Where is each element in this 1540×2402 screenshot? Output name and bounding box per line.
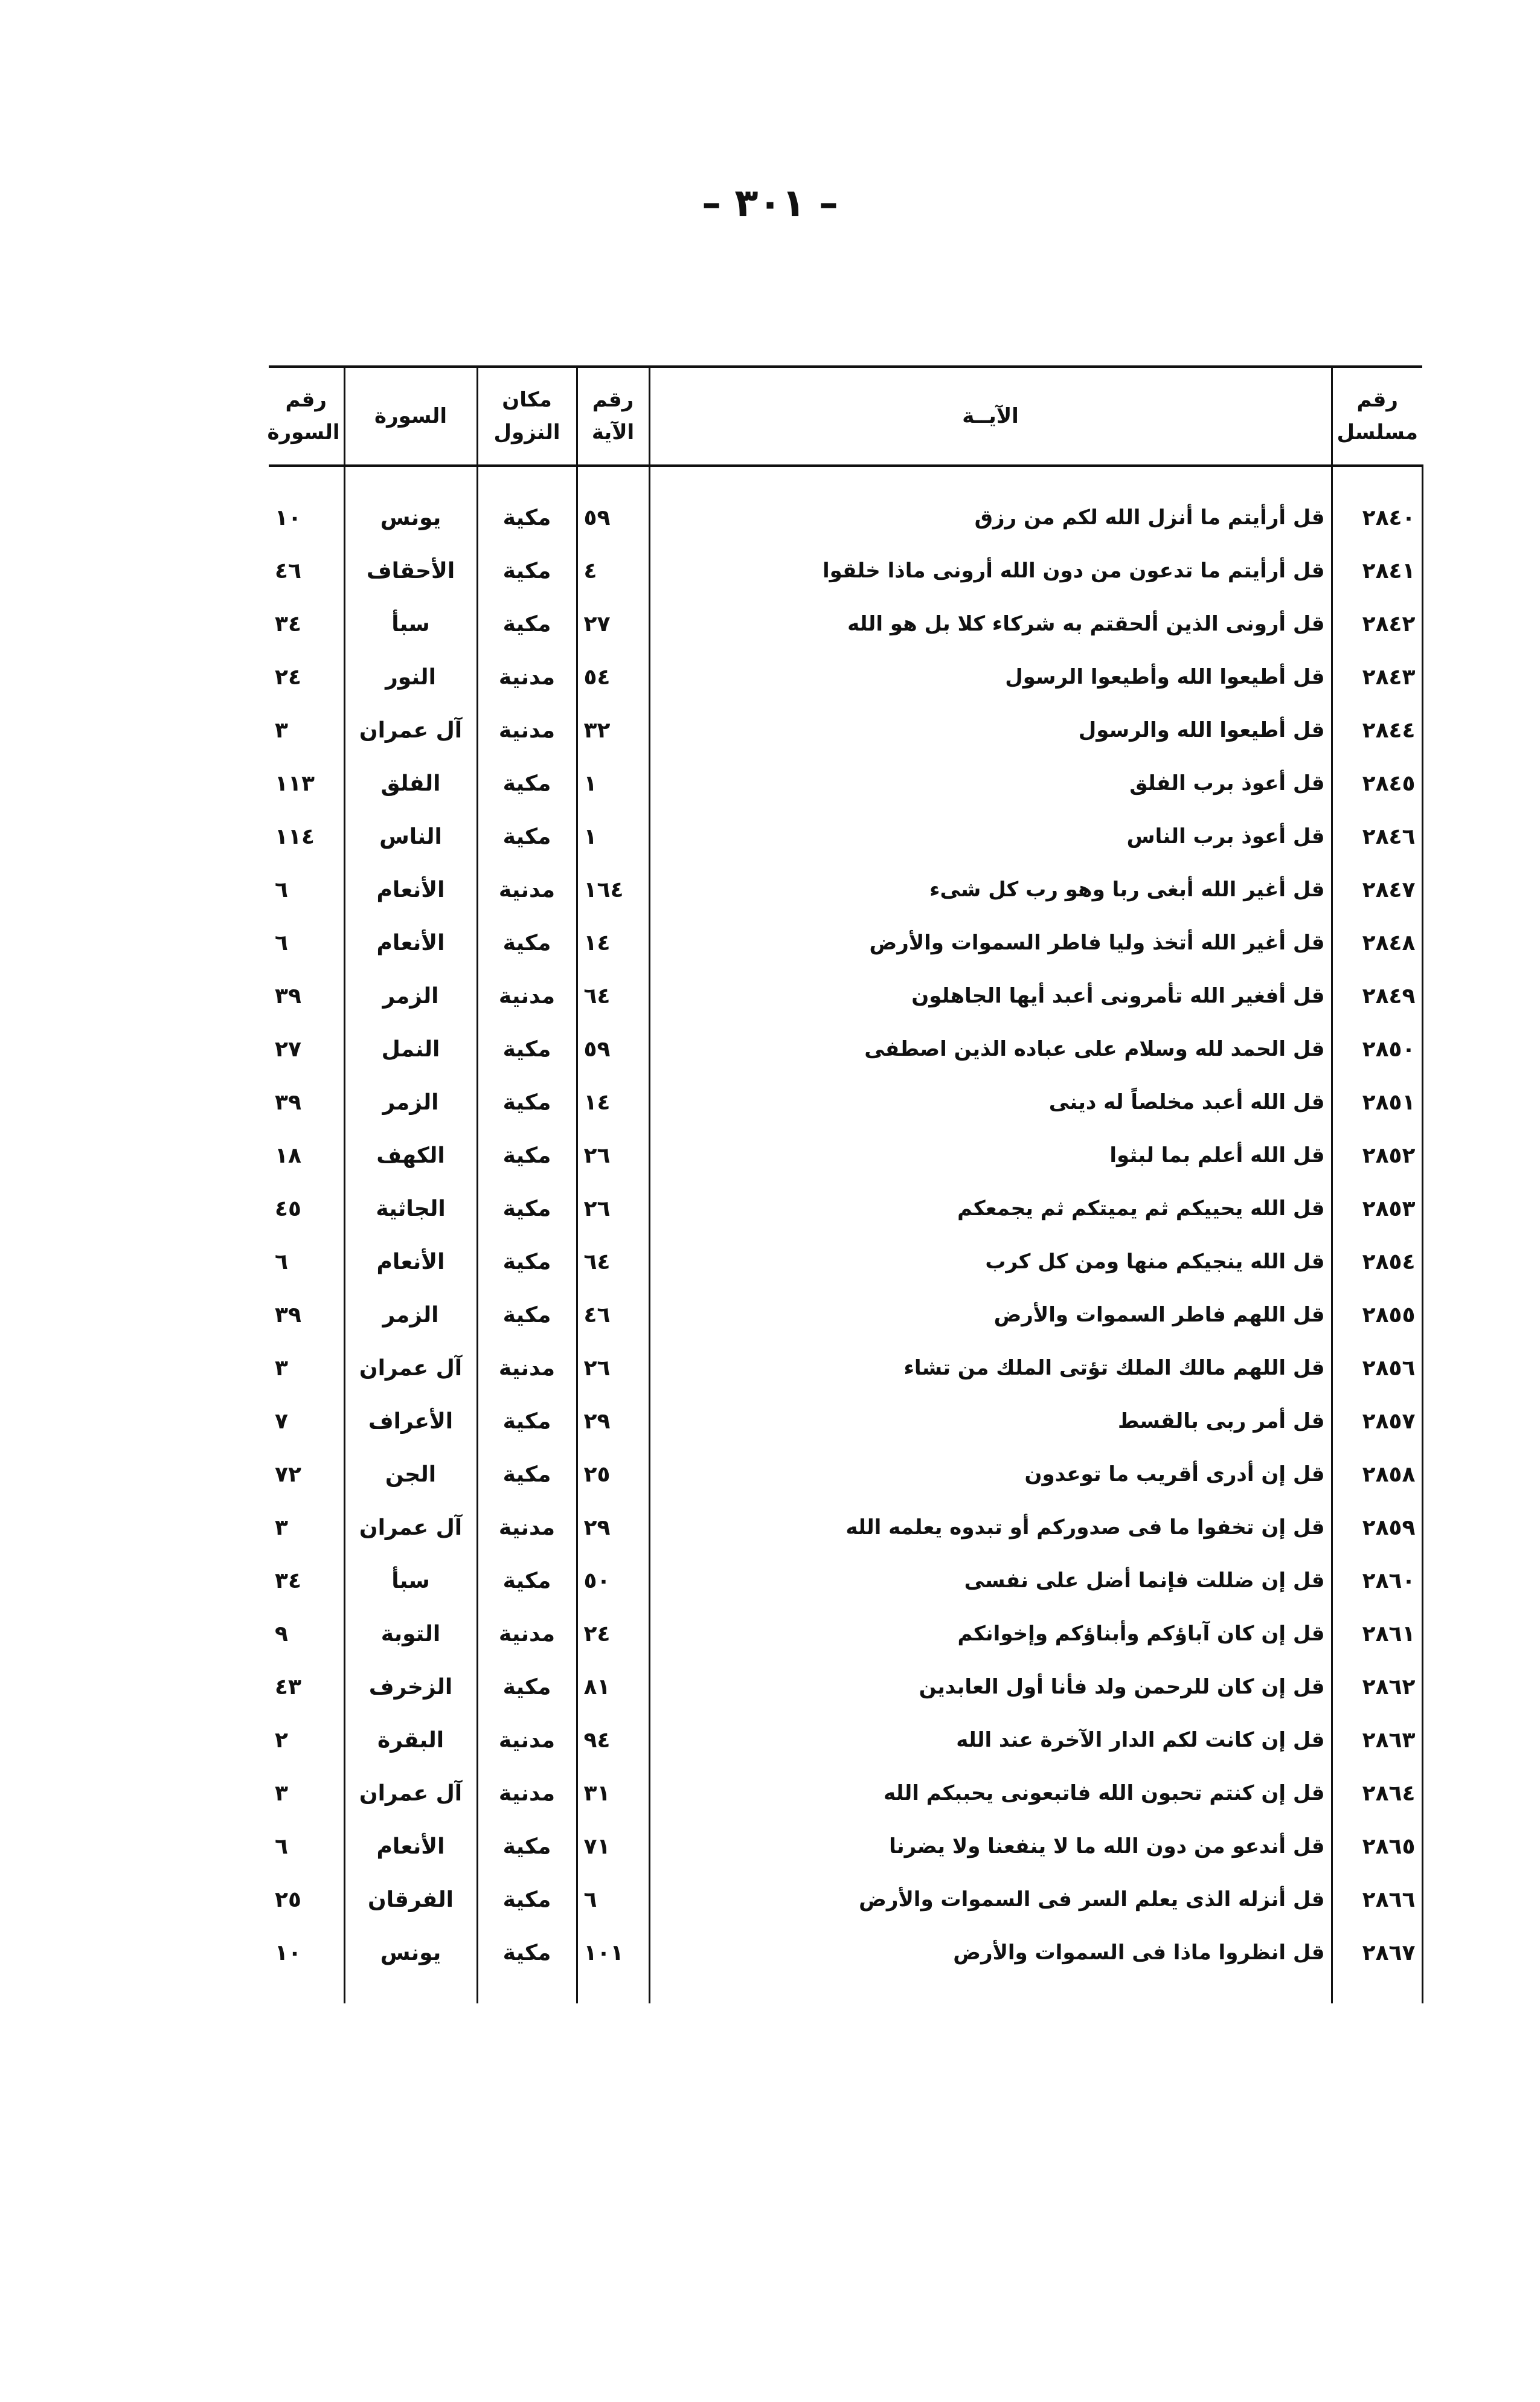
revelation-place-cell: مكية [477, 757, 577, 810]
spacer-cell [1332, 1979, 1422, 2003]
serial-number-cell: ٢٨٤١ [1332, 544, 1422, 597]
ayah-number-cell: ٤٦ [577, 1288, 649, 1341]
spacer-cell [577, 466, 649, 491]
spacer-cell [477, 466, 577, 491]
surah-number-cell: ٦ [275, 1249, 288, 1274]
ayah-number-cell: ٣١ [577, 1767, 649, 1820]
surah-number-cell: ٢٧ [275, 1036, 301, 1062]
revelation-place-cell: مكية [477, 1235, 577, 1288]
serial-number-cell: ٢٨٤٥ [1332, 757, 1422, 810]
spacer-cell [649, 466, 1332, 491]
table-row [269, 810, 1422, 863]
ayah-number-cell: ٥٩ [577, 491, 649, 544]
column-header-ayah-number: رقم الآية [577, 367, 649, 466]
table-row [269, 1023, 1422, 1076]
ayah-number-cell: ٩٤ [577, 1713, 649, 1767]
surah-number-cell: ٧ [275, 1408, 288, 1434]
ayah-text-cell: قل أغير الله أتخذ وليا فاطر السموات والأرض [649, 916, 1332, 969]
surah-number-cell: ٣٤ [275, 611, 301, 637]
table-row [269, 704, 1422, 757]
serial-number-cell: ٢٨٥٠ [1332, 1023, 1422, 1076]
ayah-text-cell: قل أنزله الذى يعلم السر فى السموات والأرض [649, 1873, 1332, 1926]
revelation-place-cell: مكية [477, 544, 577, 597]
serial-number-cell: ٢٨٦٦ [1332, 1873, 1422, 1926]
ayah-text-cell: قل أعوذ برب الفلق [649, 757, 1332, 810]
surah-name-cell: النور [344, 650, 477, 704]
revelation-place-cell: مدنية [477, 704, 577, 757]
table-row [269, 1501, 1422, 1554]
surah-number-cell: ١٠ [275, 505, 301, 530]
revelation-place-cell: مكية [477, 597, 577, 650]
surah-name-cell: الفرقان [344, 1873, 477, 1926]
surah-name-cell: الجن [344, 1448, 477, 1501]
table-row [269, 1820, 1422, 1873]
ayah-text-cell: قل إن كنتم تحبون الله فاتبعونى يحببكم الله [649, 1767, 1332, 1820]
table-row [269, 863, 1422, 916]
table-body [269, 466, 1422, 2003]
surah-name-cell: يونس [344, 491, 477, 544]
surah-number-cell: ١٠ [275, 1940, 301, 1965]
ayah-text-cell: قل إن كان للرحمن ولد فأنا أول العابدين [649, 1660, 1332, 1713]
table-row [269, 1554, 1422, 1607]
ayah-text-cell: قل إن ضللت فإنما أضل على نفسى [649, 1554, 1332, 1607]
surah-number-cell: ١١٤ [275, 824, 315, 849]
serial-number-cell: ٢٨٥٢ [1332, 1129, 1422, 1182]
surah-number-cell: ٢٤ [275, 664, 301, 690]
surah-name-cell: النمل [344, 1023, 477, 1076]
serial-number-cell: ٢٨٥٩ [1332, 1501, 1422, 1554]
table-row [269, 1660, 1422, 1713]
surah-name-cell: الكهف [344, 1129, 477, 1182]
ayah-number-cell: ٢٤ [577, 1607, 649, 1660]
serial-number-cell: ٢٨٥٧ [1332, 1395, 1422, 1448]
ayah-text-cell: قل أمر ربى بالقسط [649, 1395, 1332, 1448]
revelation-place-cell: مكية [477, 1926, 577, 1979]
revelation-place-cell: مدنية [477, 1767, 577, 1820]
surah-name-cell: سبأ [344, 597, 477, 650]
revelation-place-cell: مدنية [477, 1341, 577, 1395]
ayah-text-cell: قل أندعو من دون الله ما لا ينفعنا ولا يضرنا [649, 1820, 1332, 1873]
spacer-cell [269, 1979, 344, 2003]
revelation-place-cell: مكية [477, 1395, 577, 1448]
ayah-number-cell: ١٠١ [577, 1926, 649, 1979]
ayah-number-cell: ١٦٤ [577, 863, 649, 916]
surah-name-cell: الأحقاف [344, 544, 477, 597]
ayah-number-cell: ٦ [577, 1873, 649, 1926]
table-row [269, 597, 1422, 650]
revelation-place-cell: مكية [477, 916, 577, 969]
table-row [269, 916, 1422, 969]
spacer-cell [649, 1979, 1332, 2003]
surah-name-cell: آل عمران [344, 1501, 477, 1554]
ayah-text-cell: قل اللهم فاطر السموات والأرض [649, 1288, 1332, 1341]
surah-number-cell: ٦ [275, 1834, 288, 1859]
surah-name-cell: الزمر [344, 969, 477, 1023]
ayah-number-cell: ٢٩ [577, 1395, 649, 1448]
serial-number-cell: ٢٨٥٣ [1332, 1182, 1422, 1235]
serial-number-cell: ٢٨٦٥ [1332, 1820, 1422, 1873]
spacer-cell [344, 1979, 477, 2003]
ayah-text-cell: قل إن كان آباؤكم وأبناؤكم وإخوانكم [649, 1607, 1332, 1660]
table-row [269, 757, 1422, 810]
ayah-number-cell: ٤ [577, 544, 649, 597]
serial-number-cell: ٢٨٤٤ [1332, 704, 1422, 757]
surah-number-cell: ٤٥ [275, 1196, 301, 1221]
surah-number-cell: ٣ [275, 718, 288, 743]
serial-number-cell: ٢٨٤٨ [1332, 916, 1422, 969]
revelation-place-cell: مكية [477, 1023, 577, 1076]
serial-number-cell: ٢٨٤٦ [1332, 810, 1422, 863]
table-header [269, 367, 1422, 466]
header-spacer-row [269, 466, 1422, 491]
revelation-place-cell: مكية [477, 1076, 577, 1129]
spacer-cell [577, 1979, 649, 2003]
serial-number-cell: ٢٨٦٢ [1332, 1660, 1422, 1713]
ayah-number-cell: ٢٦ [577, 1341, 649, 1395]
table-row [269, 1182, 1422, 1235]
serial-number-cell: ٢٨٤٩ [1332, 969, 1422, 1023]
revelation-place-cell: مكية [477, 1554, 577, 1607]
ayah-text-cell: قل أفغير الله تأمرونى أعبد أيها الجاهلون [649, 969, 1332, 1023]
surah-number-cell: ٣٩ [275, 1302, 301, 1328]
footer-spacer-row [269, 1979, 1422, 2003]
ayah-text-cell: قل أطيعوا الله وأطيعوا الرسول [649, 650, 1332, 704]
surah-name-cell: الزمر [344, 1076, 477, 1129]
ayah-text-cell: قل الله يحييكم ثم يميتكم ثم يجمعكم [649, 1182, 1332, 1235]
revelation-place-cell: مدنية [477, 1713, 577, 1767]
revelation-place-cell: مكية [477, 1660, 577, 1713]
revelation-place-cell: مكية [477, 1288, 577, 1341]
revelation-place-cell: مدنية [477, 1607, 577, 1660]
ayah-text-cell: قل أرأيتم ما تدعون من دون الله أرونى ماذا خلقوا [649, 544, 1332, 597]
ayah-number-cell: ٢٥ [577, 1448, 649, 1501]
serial-number-cell: ٢٨٦٤ [1332, 1767, 1422, 1820]
surah-name-cell: سبأ [344, 1554, 477, 1607]
serial-number-cell: ٢٨٤٠ [1332, 491, 1422, 544]
revelation-place-cell: مدنية [477, 969, 577, 1023]
table-row [269, 1873, 1422, 1926]
ayah-number-cell: ١٤ [577, 1076, 649, 1129]
surah-number-cell: ٣ [275, 1515, 288, 1540]
surah-name-cell: الأنعام [344, 863, 477, 916]
surah-name-cell: الزخرف [344, 1660, 477, 1713]
surah-number-cell: ٤٦ [275, 558, 301, 583]
surah-name-cell: الأنعام [344, 1820, 477, 1873]
surah-number-cell: ٢٥ [275, 1887, 301, 1912]
ayah-number-cell: ١ [577, 757, 649, 810]
serial-number-cell: ٢٨٦٠ [1332, 1554, 1422, 1607]
surah-number-cell: ١٨ [275, 1143, 301, 1168]
ayah-number-cell: ٢٧ [577, 597, 649, 650]
revelation-place-cell: مكية [477, 1820, 577, 1873]
ayah-text-cell: قل الله أعلم بما لبثوا [649, 1129, 1332, 1182]
table-row [269, 969, 1422, 1023]
spacer-cell [344, 466, 477, 491]
ayah-text-cell: قل انظروا ماذا فى السموات والأرض [649, 1926, 1332, 1979]
serial-number-cell: ٢٨٥٥ [1332, 1288, 1422, 1341]
serial-number-cell: ٢٨٥١ [1332, 1076, 1422, 1129]
column-header-surah: السورة [344, 367, 477, 466]
ayah-text-cell: قل أطيعوا الله والرسول [649, 704, 1332, 757]
serial-number-cell: ٢٨٦٧ [1332, 1926, 1422, 1979]
revelation-place-cell: مكية [477, 1873, 577, 1926]
ayah-number-cell: ٢٩ [577, 1501, 649, 1554]
serial-number-cell: ٢٨٦٣ [1332, 1713, 1422, 1767]
revelation-place-cell: مكية [477, 1448, 577, 1501]
spacer-cell [269, 466, 344, 491]
surah-number-cell: ٦ [275, 877, 288, 902]
ayah-number-cell: ١٤ [577, 916, 649, 969]
serial-number-cell: ٢٨٤٧ [1332, 863, 1422, 916]
revelation-place-cell: مدنية [477, 863, 577, 916]
serial-number-cell: ٢٨٤٣ [1332, 650, 1422, 704]
table-row [269, 1926, 1422, 1979]
ayah-number-cell: ٥٩ [577, 1023, 649, 1076]
surah-number-cell: ٣٤ [275, 1568, 301, 1593]
table-row [269, 1767, 1422, 1820]
ayah-number-cell: ٨١ [577, 1660, 649, 1713]
surah-number-cell: ٣ [275, 1355, 288, 1381]
table-row [269, 650, 1422, 704]
surah-name-cell: البقرة [344, 1713, 477, 1767]
table-row [269, 1607, 1422, 1660]
ayah-number-cell: ٥٠ [577, 1554, 649, 1607]
ayah-text-cell: قل إن كانت لكم الدار الآخرة عند الله [649, 1713, 1332, 1767]
surah-name-cell: الأنعام [344, 1235, 477, 1288]
surah-number-cell: ١١٣ [275, 771, 315, 796]
serial-number-cell: ٢٨٥٤ [1332, 1235, 1422, 1288]
revelation-place-cell: مكية [477, 1182, 577, 1235]
surah-name-cell: الفلق [344, 757, 477, 810]
ayah-number-cell: ٢٦ [577, 1129, 649, 1182]
table-row [269, 1448, 1422, 1501]
surah-name-cell: آل عمران [344, 1767, 477, 1820]
ayah-number-cell: ٣٢ [577, 704, 649, 757]
surah-name-cell: الزمر [344, 1288, 477, 1341]
surah-number-cell: ٧٢ [275, 1462, 301, 1487]
surah-name-cell: يونس [344, 1926, 477, 1979]
ayah-text-cell: قل أرأيتم ما أنزل الله لكم من رزق [649, 491, 1332, 544]
ayah-text-cell: قل أغير الله أبغى ربا وهو رب كل شىء [649, 863, 1332, 916]
surah-number-cell: ٦ [275, 930, 288, 955]
revelation-place-cell: مكية [477, 491, 577, 544]
table-row [269, 1288, 1422, 1341]
ayah-text-cell: قل أرونى الذين ألحقتم به شركاء كلا بل هو الله [649, 597, 1332, 650]
surah-number-cell: ٩ [275, 1621, 288, 1646]
serial-number-cell: ٢٨٥٨ [1332, 1448, 1422, 1501]
ayah-number-cell: ٦٤ [577, 969, 649, 1023]
column-header-surah-number: رقم السورة [269, 367, 344, 466]
revelation-place-cell: مدنية [477, 650, 577, 704]
column-header-serial: رقم مسلسل [1332, 367, 1422, 466]
ayah-text-cell: قل الحمد لله وسلام على عباده الذين اصطفى [649, 1023, 1332, 1076]
table-row [269, 1235, 1422, 1288]
spacer-cell [477, 1979, 577, 2003]
surah-number-cell: ٣ [275, 1781, 288, 1806]
serial-number-cell: ٢٨٤٢ [1332, 597, 1422, 650]
column-header-ayah: الآيــة [649, 367, 1332, 466]
table-row [269, 491, 1422, 544]
surah-name-cell: الناس [344, 810, 477, 863]
ayah-text-cell: قل اللهم مالك الملك تؤتى الملك من تشاء [649, 1341, 1332, 1395]
page-number: – ٣٠١ – [702, 181, 838, 226]
surah-name-cell: الأعراف [344, 1395, 477, 1448]
ayah-text-cell: قل إن أدرى أقريب ما توعدون [649, 1448, 1332, 1501]
spacer-cell [1332, 466, 1422, 491]
serial-number-cell: ٢٨٥٦ [1332, 1341, 1422, 1395]
column-header-place: مكان النزول [477, 367, 577, 466]
ayah-text-cell: قل إن تخفوا ما فى صدوركم أو تبدوه يعلمه الله [649, 1501, 1332, 1554]
ayah-text-cell: قل الله أعبد مخلصاً له دينى [649, 1076, 1332, 1129]
ayah-number-cell: ٥٤ [577, 650, 649, 704]
header-row [269, 367, 1422, 466]
surah-number-cell: ٣٩ [275, 1090, 301, 1115]
ayah-number-cell: ٦٤ [577, 1235, 649, 1288]
surah-name-cell: آل عمران [344, 704, 477, 757]
table-row [269, 1713, 1422, 1767]
serial-number-cell: ٢٨٦١ [1332, 1607, 1422, 1660]
table-row [269, 544, 1422, 597]
surah-number-cell: ٣٩ [275, 983, 301, 1009]
table-row [269, 1395, 1422, 1448]
ayah-index-table [269, 365, 1423, 2003]
surah-number-cell: ٢ [275, 1727, 288, 1753]
ayah-number-cell: ٧١ [577, 1820, 649, 1873]
table-row [269, 1076, 1422, 1129]
surah-name-cell: التوبة [344, 1607, 477, 1660]
revelation-place-cell: مكية [477, 810, 577, 863]
revelation-place-cell: مدنية [477, 1501, 577, 1554]
ayah-number-cell: ١ [577, 810, 649, 863]
ayah-text-cell: قل الله ينجيكم منها ومن كل كرب [649, 1235, 1332, 1288]
table-row [269, 1129, 1422, 1182]
ayah-text-cell: قل أعوذ برب الناس [649, 810, 1332, 863]
surah-name-cell: آل عمران [344, 1341, 477, 1395]
surah-number-cell: ٤٣ [275, 1674, 301, 1700]
revelation-place-cell: مكية [477, 1129, 577, 1182]
surah-name-cell: الجاثية [344, 1182, 477, 1235]
table-row [269, 1341, 1422, 1395]
ayah-number-cell: ٢٦ [577, 1182, 649, 1235]
surah-name-cell: الأنعام [344, 916, 477, 969]
